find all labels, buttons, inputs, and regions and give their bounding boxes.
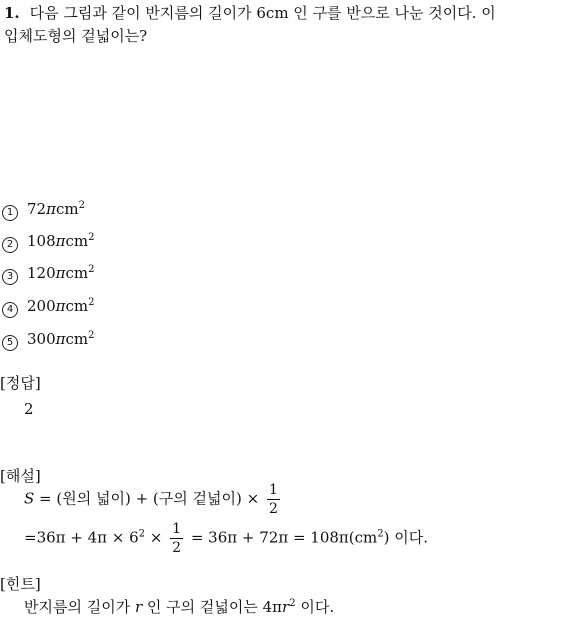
choice-value-5: 300πcm$^2$ [27,330,95,348]
choice-1[interactable] [2,199,85,221]
choice-marker-2: 2 [2,237,18,253]
choice-3[interactable] [2,263,95,285]
question-line-2 [4,25,147,47]
choice-5[interactable] [2,329,95,351]
choice-marker-1: 1 [2,205,18,221]
choice-value-3: 120πcm$^2$ [27,264,95,282]
fraction-half-1: $\frac{1}{2}$ [268,482,278,517]
explanation-label: [해설] [0,467,41,485]
explanation-line-1: S = (원의 넓이) + (구의 겉넓이) × $\frac{1}{2}$ [24,482,278,517]
question-text-1: 다음 그림과 같이 반지름의 길이가 6cm 인 구를 반으로 나눈 것이다. 이 [29,4,496,22]
question-text-2: 입체도형의 겉넓이는? [4,27,148,45]
question-number: 1. [4,4,20,22]
choice-marker-4: 4 [2,302,18,318]
fraction-half-2: $\frac{1}{2}$ [172,521,182,556]
explanation-line-2: $=36\pi + 4\pi \times 6^2$ × $\frac{1}{2}$ = $36\pi + 72\pi = 108\pi(cm^2)$ 이다. [24,521,428,556]
choice-value-4: 200πcm$^2$ [27,297,95,315]
question-line-1 [4,2,496,24]
answer-value: 2 [24,400,34,418]
choice-value-2: 108πcm$^2$ [27,232,95,250]
choice-marker-3: 3 [2,269,18,285]
choice-marker-5: 5 [2,335,18,351]
figure-placeholder [0,52,569,192]
answer-label: [정답] [0,374,41,392]
hint-label: [힌트] [0,575,41,593]
choice-4[interactable] [2,296,95,318]
choice-2[interactable] [2,231,95,253]
hint-text: 반지름의 길이가 r 인 구의 겉넓이는 $4\pi r^2$ 이다. [24,598,335,616]
choice-value-1: 72πcm$^2$ [27,200,85,218]
